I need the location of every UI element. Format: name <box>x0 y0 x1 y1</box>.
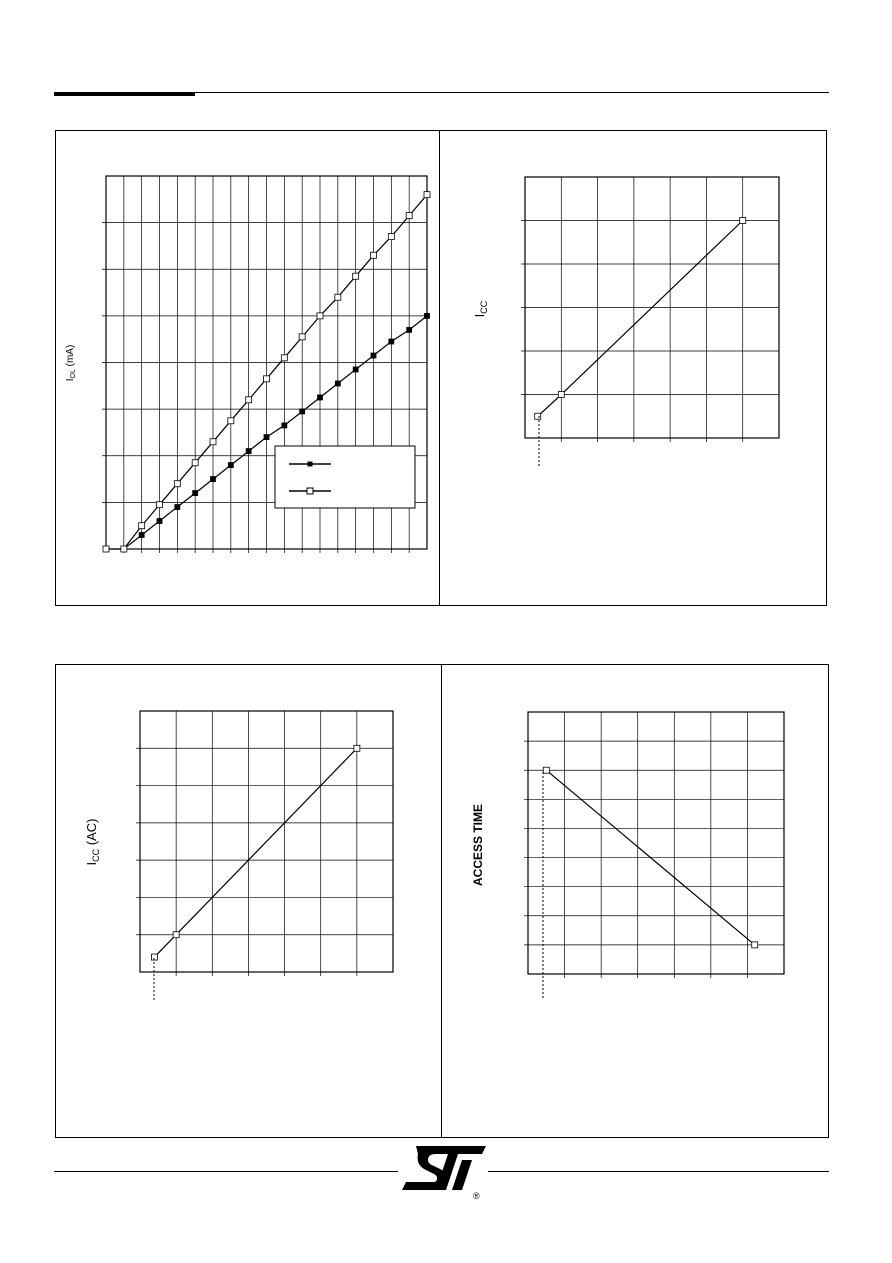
svg-text:®: ® <box>473 1191 480 1201</box>
plot-frame <box>528 712 784 974</box>
access-grid <box>524 712 784 978</box>
iol-y-axis-label: $I_{OL}$ (mA) <box>65 344 77 382</box>
data-point <box>752 942 758 948</box>
data-point <box>543 767 549 773</box>
st-logo <box>402 1146 488 1202</box>
footer-rule-right <box>488 1171 829 1172</box>
icc-y-axis-label: $I_{CC}$ <box>472 300 489 318</box>
footer-rule-left <box>54 1171 398 1172</box>
iccac-y-axis-label: $I_{CC}$ (AC) <box>84 818 101 866</box>
access-y-axis-label: ACCESS TIME <box>471 803 485 887</box>
